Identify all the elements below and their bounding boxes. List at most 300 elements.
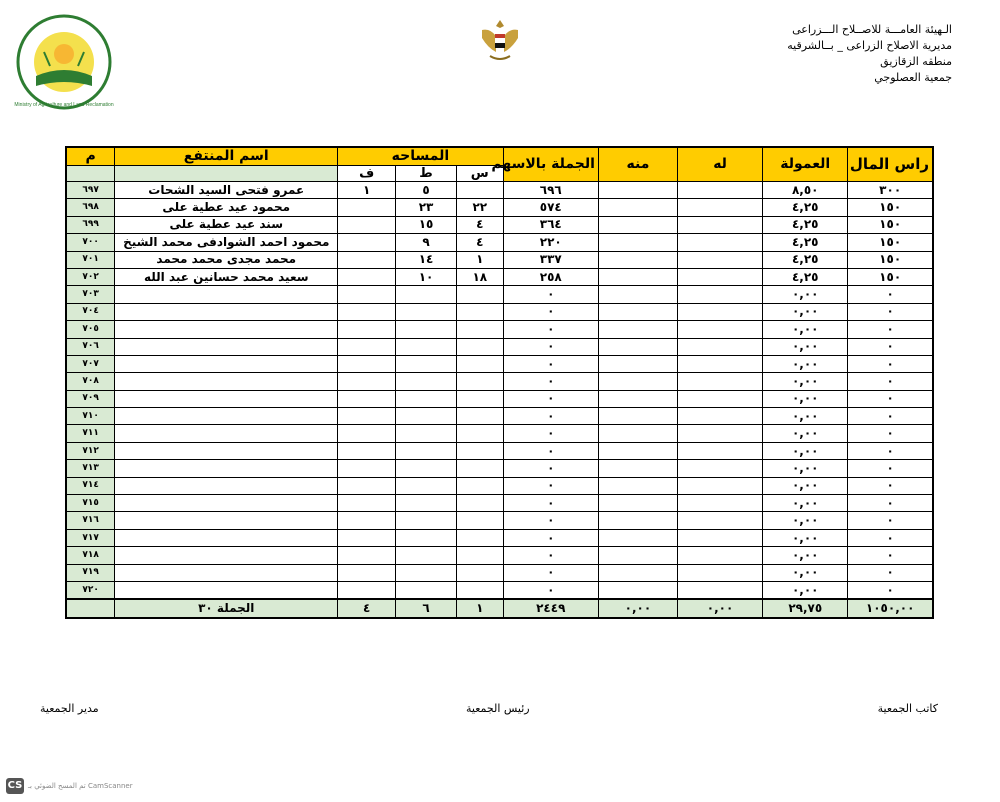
header-debit: منه xyxy=(598,147,677,182)
cell-credit xyxy=(677,529,762,546)
total-area-sahm: ١ xyxy=(456,599,503,618)
cell-beneficiary-name xyxy=(115,529,338,546)
cell-area-sahm xyxy=(456,477,503,494)
cell-serial: ٧٠١ xyxy=(66,251,115,268)
cell-commission: ٠,٠٠ xyxy=(763,564,848,581)
header-line-authority: الـهيئة العامـــة للاصــلاح الـــزراعى xyxy=(792,23,952,36)
camscanner-logo: CS xyxy=(6,778,24,794)
cell-capital: ١٥٠ xyxy=(848,216,933,233)
cell-capital: ٠ xyxy=(848,477,933,494)
cell-debit xyxy=(598,373,677,390)
cell-area-feddan: ١ xyxy=(338,182,396,199)
header-area: المساحه xyxy=(338,147,503,166)
cell-capital: ٠ xyxy=(848,286,933,303)
cell-area-qirat: ١٤ xyxy=(396,251,457,268)
cell-commission: ٠,٠٠ xyxy=(763,495,848,512)
cell-area-feddan xyxy=(338,564,396,581)
cell-serial: ٦٩٩ xyxy=(66,216,115,233)
cell-capital: ٠ xyxy=(848,408,933,425)
cell-debit xyxy=(598,286,677,303)
cell-area-qirat xyxy=(396,529,457,546)
cell-area-feddan xyxy=(338,425,396,442)
cell-commission: ٠,٠٠ xyxy=(763,460,848,477)
cell-area-feddan xyxy=(338,547,396,564)
cell-credit xyxy=(677,338,762,355)
table-row xyxy=(66,512,933,529)
cell-beneficiary-name xyxy=(115,355,338,372)
cell-serial: ٧٠٨ xyxy=(66,373,115,390)
cell-beneficiary-name: محمود احمد الشوادفى محمد الشيخ xyxy=(115,234,338,251)
cell-commission: ٤,٢٥ xyxy=(763,216,848,233)
cell-serial: ٧١٩ xyxy=(66,564,115,581)
cell-total-shares: ٠ xyxy=(503,338,598,355)
header-capital: راس المال xyxy=(848,147,933,182)
table-row xyxy=(66,373,933,390)
cell-credit xyxy=(677,373,762,390)
cell-total-shares: ٣٣٧ xyxy=(503,251,598,268)
table-row xyxy=(66,425,933,442)
cell-area-qirat xyxy=(396,512,457,529)
cell-area-qirat: ٩ xyxy=(396,234,457,251)
totals-row xyxy=(66,599,933,618)
cell-credit xyxy=(677,460,762,477)
cell-total-shares: ٠ xyxy=(503,581,598,599)
camscanner-caption: تم المسح الضوئي بـ CamScanner xyxy=(28,782,133,790)
cell-total-shares: ٠ xyxy=(503,460,598,477)
cell-area-feddan xyxy=(338,408,396,425)
cell-capital: ٠ xyxy=(848,303,933,320)
header-name-blank xyxy=(115,166,338,182)
cell-area-sahm xyxy=(456,529,503,546)
table-row xyxy=(66,182,933,199)
cell-capital: ٠ xyxy=(848,460,933,477)
cell-commission: ٠,٠٠ xyxy=(763,373,848,390)
cell-area-qirat xyxy=(396,425,457,442)
cell-area-qirat: ٢٣ xyxy=(396,199,457,216)
cell-capital: ٠ xyxy=(848,547,933,564)
header-area-feddan: ف xyxy=(338,166,396,182)
cell-serial: ٧٠٣ xyxy=(66,286,115,303)
cell-total-shares: ٠ xyxy=(503,355,598,372)
cell-capital: ٠ xyxy=(848,495,933,512)
cell-credit xyxy=(677,199,762,216)
cell-commission: ٠,٠٠ xyxy=(763,547,848,564)
cell-area-qirat xyxy=(396,286,457,303)
cell-total-shares: ٠ xyxy=(503,390,598,407)
header-beneficiary-name: اسم المنتفع xyxy=(115,147,338,166)
table-row xyxy=(66,199,933,216)
cell-area-sahm: ٢٢ xyxy=(456,199,503,216)
cell-total-shares: ٠ xyxy=(503,564,598,581)
cell-debit xyxy=(598,303,677,320)
cell-commission: ٠,٠٠ xyxy=(763,286,848,303)
cell-area-sahm xyxy=(456,564,503,581)
organization-header xyxy=(752,22,952,86)
cell-area-qirat xyxy=(396,442,457,459)
table-row xyxy=(66,303,933,320)
cell-area-qirat xyxy=(396,303,457,320)
cell-area-feddan xyxy=(338,286,396,303)
cell-credit xyxy=(677,390,762,407)
cell-capital: ٠ xyxy=(848,338,933,355)
cell-beneficiary-name xyxy=(115,373,338,390)
cell-area-sahm xyxy=(456,338,503,355)
total-commission: ٢٩,٧٥ xyxy=(763,599,848,618)
cell-credit xyxy=(677,442,762,459)
cell-area-feddan xyxy=(338,442,396,459)
cell-serial: ٧١٣ xyxy=(66,460,115,477)
header-serial-blank xyxy=(66,166,115,182)
cell-area-sahm xyxy=(456,390,503,407)
table-row xyxy=(66,408,933,425)
cell-debit xyxy=(598,442,677,459)
cell-beneficiary-name: محمود عيد عطية على xyxy=(115,199,338,216)
cell-total-shares: ٠ xyxy=(503,286,598,303)
cell-beneficiary-name xyxy=(115,547,338,564)
cell-credit xyxy=(677,564,762,581)
cell-total-shares: ٠ xyxy=(503,477,598,494)
cell-debit xyxy=(598,321,677,338)
cell-area-sahm xyxy=(456,495,503,512)
cell-serial: ٧١٥ xyxy=(66,495,115,512)
cell-beneficiary-name xyxy=(115,442,338,459)
cell-credit xyxy=(677,477,762,494)
cell-serial: ٧٠٢ xyxy=(66,268,115,285)
cell-area-qirat xyxy=(396,581,457,599)
cell-capital: ٠ xyxy=(848,581,933,599)
cell-commission: ٤,٢٥ xyxy=(763,268,848,285)
total-area-qirat: ٦ xyxy=(396,599,457,618)
cell-credit xyxy=(677,495,762,512)
cell-area-sahm xyxy=(456,182,503,199)
cell-beneficiary-name xyxy=(115,564,338,581)
cell-beneficiary-name xyxy=(115,338,338,355)
cell-area-qirat: ٥ xyxy=(396,182,457,199)
table-row xyxy=(66,355,933,372)
cell-debit xyxy=(598,477,677,494)
total-shares: ٢٤٤٩ xyxy=(503,599,598,618)
cell-debit xyxy=(598,355,677,372)
cell-beneficiary-name: عمرو فتحى السيد الشحات xyxy=(115,182,338,199)
cell-capital: ٠ xyxy=(848,425,933,442)
cell-total-shares: ٠ xyxy=(503,512,598,529)
cell-commission: ٤,٢٥ xyxy=(763,251,848,268)
cell-beneficiary-name: محمد مجدى محمد محمد xyxy=(115,251,338,268)
cell-debit xyxy=(598,529,677,546)
cell-area-qirat xyxy=(396,355,457,372)
total-capital: ١٠٥٠,٠٠ xyxy=(848,599,933,618)
cell-area-sahm: ٤ xyxy=(456,234,503,251)
cell-total-shares: ٢٢٠ xyxy=(503,234,598,251)
cell-commission: ٠,٠٠ xyxy=(763,321,848,338)
cell-area-feddan xyxy=(338,495,396,512)
cell-capital: ٠ xyxy=(848,390,933,407)
cell-serial: ٧٠٧ xyxy=(66,355,115,372)
cell-commission: ٤,٢٥ xyxy=(763,199,848,216)
cell-beneficiary-name xyxy=(115,581,338,599)
cell-serial: ٦٩٨ xyxy=(66,199,115,216)
cell-serial: ٧٠٦ xyxy=(66,338,115,355)
table-row xyxy=(66,251,933,268)
cell-total-shares: ٦٩٦ xyxy=(503,182,598,199)
signature-manager: مدير الجمعية xyxy=(40,702,99,715)
cell-commission: ٠,٠٠ xyxy=(763,425,848,442)
table-row xyxy=(66,234,933,251)
cell-area-feddan xyxy=(338,581,396,599)
cell-area-sahm xyxy=(456,460,503,477)
cell-debit xyxy=(598,199,677,216)
cell-total-shares: ٠ xyxy=(503,425,598,442)
cell-capital: ١٥٠ xyxy=(848,251,933,268)
table-row xyxy=(66,564,933,581)
ministry-logo xyxy=(14,12,114,112)
cell-area-sahm xyxy=(456,355,503,372)
cell-area-sahm: ٤ xyxy=(456,216,503,233)
eagle-emblem-icon xyxy=(478,16,522,66)
cell-capital: ٠ xyxy=(848,529,933,546)
cell-capital: ٠ xyxy=(848,512,933,529)
cell-credit xyxy=(677,321,762,338)
cell-commission: ٠,٠٠ xyxy=(763,390,848,407)
cell-serial: ٧١٢ xyxy=(66,442,115,459)
beneficiary-table xyxy=(65,146,934,619)
cell-area-qirat xyxy=(396,408,457,425)
cell-capital: ٠ xyxy=(848,355,933,372)
table-row xyxy=(66,338,933,355)
cell-area-sahm xyxy=(456,547,503,564)
cell-credit xyxy=(677,547,762,564)
cell-area-qirat xyxy=(396,390,457,407)
cell-beneficiary-name xyxy=(115,495,338,512)
cell-capital: ١٥٠ xyxy=(848,234,933,251)
cell-serial: ٧٢٠ xyxy=(66,581,115,599)
cell-total-shares: ٠ xyxy=(503,547,598,564)
cell-serial: ٧١٨ xyxy=(66,547,115,564)
table-row xyxy=(66,495,933,512)
cell-debit xyxy=(598,182,677,199)
cell-area-qirat xyxy=(396,495,457,512)
cell-area-feddan xyxy=(338,303,396,320)
cell-serial: ٧١٠ xyxy=(66,408,115,425)
cell-capital: ١٥٠ xyxy=(848,268,933,285)
cell-capital: ٣٠٠ xyxy=(848,182,933,199)
cell-debit xyxy=(598,512,677,529)
header-area-qirat: ط xyxy=(396,166,457,182)
cell-area-qirat xyxy=(396,477,457,494)
cell-credit xyxy=(677,425,762,442)
cell-area-sahm xyxy=(456,373,503,390)
cell-area-qirat: ١٠ xyxy=(396,268,457,285)
cell-total-shares: ٠ xyxy=(503,373,598,390)
cell-total-shares: ٠ xyxy=(503,495,598,512)
cell-debit xyxy=(598,234,677,251)
cell-total-shares: ٥٧٤ xyxy=(503,199,598,216)
cell-area-sahm xyxy=(456,321,503,338)
cell-credit xyxy=(677,581,762,599)
cell-beneficiary-name xyxy=(115,303,338,320)
cell-area-sahm xyxy=(456,286,503,303)
table-row xyxy=(66,460,933,477)
cell-serial: ٧١٧ xyxy=(66,529,115,546)
cell-area-qirat xyxy=(396,373,457,390)
header-line-directorate: مديرية الاصلاح الزراعى _ بــالشرقيه xyxy=(787,39,952,52)
cell-beneficiary-name xyxy=(115,512,338,529)
cell-area-sahm xyxy=(456,512,503,529)
cell-beneficiary-name: سعيد محمد حسانين عبد الله xyxy=(115,268,338,285)
cell-area-feddan xyxy=(338,390,396,407)
cell-commission: ٠,٠٠ xyxy=(763,477,848,494)
table-row xyxy=(66,390,933,407)
cell-commission: ٠,٠٠ xyxy=(763,303,848,320)
cell-credit xyxy=(677,268,762,285)
header-line-region: منطقه الزقازيق xyxy=(880,55,952,68)
total-debit: ٠,٠٠ xyxy=(598,599,677,618)
cell-credit xyxy=(677,234,762,251)
cell-area-feddan xyxy=(338,529,396,546)
cell-serial: ٧٠٠ xyxy=(66,234,115,251)
table-row xyxy=(66,529,933,546)
table-row xyxy=(66,321,933,338)
table-row xyxy=(66,216,933,233)
cell-debit xyxy=(598,216,677,233)
cell-commission: ٠,٠٠ xyxy=(763,581,848,599)
total-serial-blank xyxy=(66,599,115,618)
cell-debit xyxy=(598,564,677,581)
cell-area-feddan xyxy=(338,234,396,251)
header-serial: م xyxy=(66,147,115,166)
cell-area-feddan xyxy=(338,338,396,355)
cell-area-sahm xyxy=(456,581,503,599)
cell-credit xyxy=(677,216,762,233)
cell-capital: ٠ xyxy=(848,373,933,390)
cell-commission: ٠,٠٠ xyxy=(763,408,848,425)
cell-capital: ٠ xyxy=(848,321,933,338)
cell-area-sahm: ١٨ xyxy=(456,268,503,285)
cell-debit xyxy=(598,547,677,564)
table-row xyxy=(66,286,933,303)
cell-credit xyxy=(677,408,762,425)
cell-area-qirat xyxy=(396,338,457,355)
cell-area-qirat xyxy=(396,321,457,338)
header-line-association: جمعية العصلوجي xyxy=(874,71,952,84)
cell-debit xyxy=(598,338,677,355)
cell-area-qirat xyxy=(396,564,457,581)
cell-area-qirat xyxy=(396,460,457,477)
cell-area-sahm xyxy=(456,408,503,425)
cell-serial: ٧١٤ xyxy=(66,477,115,494)
cell-area-qirat: ١٥ xyxy=(396,216,457,233)
cell-commission: ٠,٠٠ xyxy=(763,512,848,529)
cell-debit xyxy=(598,495,677,512)
cell-capital: ٠ xyxy=(848,442,933,459)
cell-commission: ٤,٢٥ xyxy=(763,234,848,251)
cell-commission: ٨,٥٠ xyxy=(763,182,848,199)
cell-credit xyxy=(677,286,762,303)
cell-beneficiary-name xyxy=(115,321,338,338)
cell-beneficiary-name: سند عيد عطية على xyxy=(115,216,338,233)
cell-area-qirat xyxy=(396,547,457,564)
cell-credit xyxy=(677,251,762,268)
cell-total-shares: ٢٥٨ xyxy=(503,268,598,285)
cell-total-shares: ٠ xyxy=(503,408,598,425)
header-total-shares: الجملة بالاسهم xyxy=(503,147,598,182)
cell-credit xyxy=(677,303,762,320)
cell-credit xyxy=(677,512,762,529)
cell-area-feddan xyxy=(338,216,396,233)
cell-area-feddan xyxy=(338,477,396,494)
cell-commission: ٠,٠٠ xyxy=(763,338,848,355)
table-row xyxy=(66,268,933,285)
cell-total-shares: ٣٦٤ xyxy=(503,216,598,233)
cell-credit xyxy=(677,182,762,199)
cell-area-sahm xyxy=(456,303,503,320)
total-label: الجملة ٣٠ xyxy=(115,599,338,618)
cell-serial: ٧٠٩ xyxy=(66,390,115,407)
cell-area-feddan xyxy=(338,199,396,216)
cell-serial: ٧١١ xyxy=(66,425,115,442)
cell-area-feddan xyxy=(338,321,396,338)
signature-secretary: كاتب الجمعية xyxy=(877,702,938,715)
cell-debit xyxy=(598,581,677,599)
cell-credit xyxy=(677,355,762,372)
table-row xyxy=(66,581,933,599)
cell-serial: ٧٠٥ xyxy=(66,321,115,338)
cell-area-sahm: ١ xyxy=(456,251,503,268)
cell-debit xyxy=(598,408,677,425)
cell-serial: ٦٩٧ xyxy=(66,182,115,199)
cell-beneficiary-name xyxy=(115,286,338,303)
cell-beneficiary-name xyxy=(115,477,338,494)
cell-debit xyxy=(598,460,677,477)
cell-area-feddan xyxy=(338,512,396,529)
cell-area-feddan xyxy=(338,251,396,268)
table-row xyxy=(66,547,933,564)
header-area-sahm: س xyxy=(456,166,503,182)
table-row xyxy=(66,477,933,494)
cell-area-sahm xyxy=(456,442,503,459)
cell-beneficiary-name xyxy=(115,390,338,407)
cell-total-shares: ٠ xyxy=(503,303,598,320)
cell-area-feddan xyxy=(338,355,396,372)
cell-total-shares: ٠ xyxy=(503,442,598,459)
cell-commission: ٠,٠٠ xyxy=(763,355,848,372)
table-row xyxy=(66,442,933,459)
cell-total-shares: ٠ xyxy=(503,529,598,546)
cell-capital: ٠ xyxy=(848,564,933,581)
cell-debit xyxy=(598,251,677,268)
cell-beneficiary-name xyxy=(115,425,338,442)
cell-serial: ٧١٦ xyxy=(66,512,115,529)
cell-area-feddan xyxy=(338,373,396,390)
header-credit: له xyxy=(677,147,762,182)
cell-commission: ٠,٠٠ xyxy=(763,529,848,546)
svg-text:Ministry of Agriculture and La: Ministry of Agriculture and Land Reclamation xyxy=(14,102,114,108)
cell-debit xyxy=(598,425,677,442)
cell-area-feddan xyxy=(338,268,396,285)
cell-debit xyxy=(598,268,677,285)
cell-beneficiary-name xyxy=(115,408,338,425)
cell-area-feddan xyxy=(338,460,396,477)
cell-commission: ٠,٠٠ xyxy=(763,442,848,459)
total-area-feddan: ٤ xyxy=(338,599,396,618)
cell-beneficiary-name xyxy=(115,460,338,477)
total-credit: ٠,٠٠ xyxy=(677,599,762,618)
header-commission: العمولة xyxy=(763,147,848,182)
cell-total-shares: ٠ xyxy=(503,321,598,338)
cell-capital: ١٥٠ xyxy=(848,199,933,216)
cell-debit xyxy=(598,390,677,407)
signature-president: رئيس الجمعية xyxy=(466,702,530,715)
